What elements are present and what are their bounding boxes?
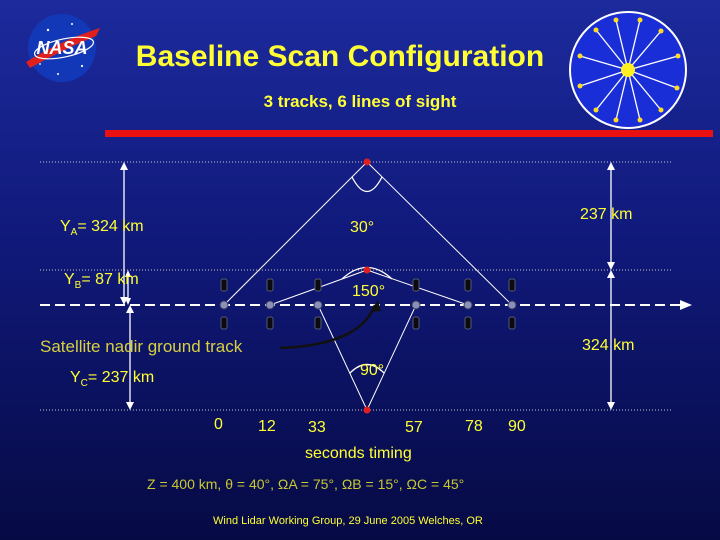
yc-label: $Y_C= 237$ km: [70, 369, 155, 390]
scan-pattern-emblem: [570, 12, 686, 128]
satellite-icon: [508, 279, 516, 329]
page-title: Baseline Scan Configuration: [135, 40, 545, 73]
angle-label-b: 150°: [352, 283, 386, 300]
ya-label: $Y_A= 324$ km: [60, 218, 144, 239]
satellite-icon: [412, 279, 420, 329]
satellite-icon: [266, 279, 274, 329]
satellite-icon: [220, 279, 228, 329]
timing-tick: 12: [258, 418, 276, 435]
nasa-logo: [26, 14, 100, 82]
timing-tick: 33: [308, 419, 326, 436]
angle-label-c: 90°: [360, 362, 385, 379]
yb-label: $Y_B= 87$ km: [64, 271, 139, 292]
angle-arcs: [342, 177, 392, 373]
timing-caption: seconds timing: [305, 445, 412, 462]
timing-tick: 57: [405, 419, 423, 436]
right-distance-bottom-label: 324 km: [582, 337, 635, 354]
timing-tick: 0: [214, 416, 223, 433]
satellite-icon: [464, 279, 472, 329]
page-subtitle: 3 tracks, 6 lines of sight: [263, 92, 457, 111]
timing-tick: 78: [465, 418, 483, 435]
title-underline-bar: [105, 130, 713, 137]
angle-label-a: 30°: [350, 219, 375, 236]
timing-tick: 90: [508, 418, 526, 435]
parameter-line: Z = 400 km, θ = 40°, ΩA = 75°, ΩB = 15°, ΩC = 45°: [147, 476, 465, 492]
right-distance-arrows: [607, 162, 615, 410]
ground-track: [40, 300, 692, 310]
ground-track-label: Satellite nadir ground track: [40, 337, 243, 356]
nasa-logo-text: NASA: [36, 38, 88, 58]
satellite-icon: [314, 279, 322, 329]
right-distance-top-label: 237 km: [580, 206, 633, 223]
footer-credit: Wind Lidar Working Group, 29 June 2005 Welches, OR: [213, 515, 483, 527]
angle-arc-a: [352, 177, 382, 192]
